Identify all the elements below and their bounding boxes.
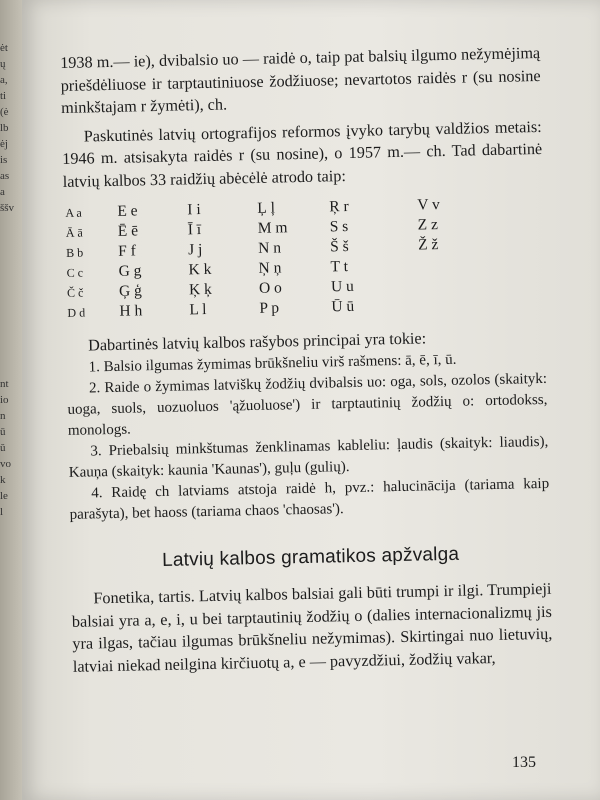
edge-text-fragment: lb [0,122,9,134]
edge-text-fragment: io [0,394,9,406]
alphabet-letter: L l [189,300,207,319]
edge-text-fragment: (ė [0,106,9,118]
alphabet-letter: Ļ ļ [257,199,276,217]
alphabet-letter: Ņ ņ [258,259,282,277]
alphabet-letter: T t [330,258,349,276]
alphabet-letter: Š š [329,237,349,256]
alphabet-letter: S s [329,218,349,236]
alphabet-letter: C c [66,265,84,280]
rule-3: 3. Priebalsių minkštumas ženklinamas kableliu: ļaudis (skaityk: liaudis), Kauņa (skaityk: kaunia 'Kaunas'), guļu (gulių). [68,433,549,481]
section-title: Latvių kalbos gramatikos apžvalga [161,543,460,571]
alphabet-letter: M m [257,219,288,237]
alphabet-column [257,197,331,318]
alphabet-letter: N n [257,239,282,257]
edge-text-fragment: nt [0,378,9,390]
alphabet-letter: V v [417,196,441,214]
alphabet-letter: H h [119,302,143,320]
alphabet-table [65,193,545,323]
rule-2: 2. Raide o žymimas latviškų žodžių dvibalsis uo: oga, sols, ozolos (skaityk: uoga, suols, uozuoluos 'ąžuoluose') ir tarptautinių žodžių o: ortodokss, monologs. [67,370,548,439]
edge-text-fragment: ū [0,426,6,438]
alphabet-column [65,202,120,323]
principles-intro: Dabartinės latvių kalbos rašybos principai yra tokie: [87,329,427,355]
reform-paragraph: Paskutinės latvių ortografijos reformos įvyko tarybų valdžios metais: 1946 m. atsisakyta raidės r (su nosine), o 1957 m.— ch. Tad dabartinė latvių kalbos 33 raidžių abėcėlė atrodo taip: [62,117,543,191]
spelling-rules [66,347,549,525]
alphabet-column [329,196,419,318]
alphabet-letter: A a [65,205,82,220]
alphabet-letter: K k [188,260,212,279]
fonetika-paragraph: Fonetika, tartis. Latvių kalbos balsiai gali būti trumpi ir ilgi. Trumpieji balsiai yra a, e, i, u bei tarptautinių žodžių o (dalies internacionalizmų jis yra ilgas, tačiau ilgumas brūkšneliu nežymimas). Skirtingai nuo lietuvių, latviai niekad neilgina kirčiuotų a, e — pavyzdžiui, žodžių vakar, [71,579,553,676]
edge-text-fragment: a, [0,74,8,86]
page-number: 135 [512,754,536,771]
alphabet-letter: G g [118,262,142,280]
rule-1: 1. Balsio ilgumas žymimas brūkšneliu virš rašmens: ā, ē, ī, ū. [88,351,457,375]
alphabet-letter: E e [117,202,138,220]
edge-text-fragment: is [0,154,8,166]
alphabet-letter: B b [66,245,84,260]
intro-paragraph: 1938 m.— ie), dvibalsio uo — raidė o, taip pat balsių ilgumo nežymėjimą priešdėliuose ir tarptautiniuose žodžiuose; nevartotos raidės r (su nosine minkštajam r žymėti), ch. [60,43,541,117]
edge-text-fragment: vo [0,458,11,470]
alphabet-letter: D d [67,305,86,320]
alphabet-letter: Ā ā [65,225,83,240]
edge-text-fragment: ŭ [0,442,6,454]
rule-4: 4. Raidę ch latviams atstoja raidė h, pvz.: halucinācija (tariama kaip parašyta), bet haoss (tariama chaos 'chaosas'). [69,475,550,523]
alphabet-column [117,200,189,321]
edge-text-fragment: k [0,474,6,486]
edge-text-fragment: a [0,186,5,198]
edge-text-fragment: ėt [0,42,8,54]
alphabet-letter: U u [330,277,354,296]
edge-text-fragment: ėj [0,138,8,150]
page-content [60,42,553,678]
edge-text-fragment: as [0,170,10,182]
edge-text-fragment: ššv [0,202,15,214]
edge-text-fragment: n [0,410,6,422]
alphabet-letter: Ķ ķ [188,280,213,299]
alphabet-letter: I i [187,201,201,219]
edge-text-fragment: ų [0,58,6,70]
alphabet-letter: Ī ī [187,221,202,239]
alphabet-letter: Ŗ r [329,197,349,216]
alphabet-letter: Ū ū [331,297,355,316]
alphabet-letter: Č č [66,285,84,300]
alphabet-letter: Ē ē [117,222,139,240]
alphabet-column [187,199,259,320]
alphabet-letter: J j [187,241,203,259]
alphabet-letter: Z z [417,216,439,234]
edge-text-fragment: le [0,490,8,502]
edge-text-fragment: ti [0,90,7,102]
alphabet-letter: Ģ ģ [118,282,143,300]
alphabet-column [417,193,545,316]
alphabet-letter: Ž ž [417,236,439,254]
alphabet-letter: P p [259,299,280,317]
edge-text-fragment: l [0,506,4,518]
alphabet-letter: F f [118,242,137,260]
alphabet-letter: O o [258,279,282,297]
book-page [22,0,600,800]
